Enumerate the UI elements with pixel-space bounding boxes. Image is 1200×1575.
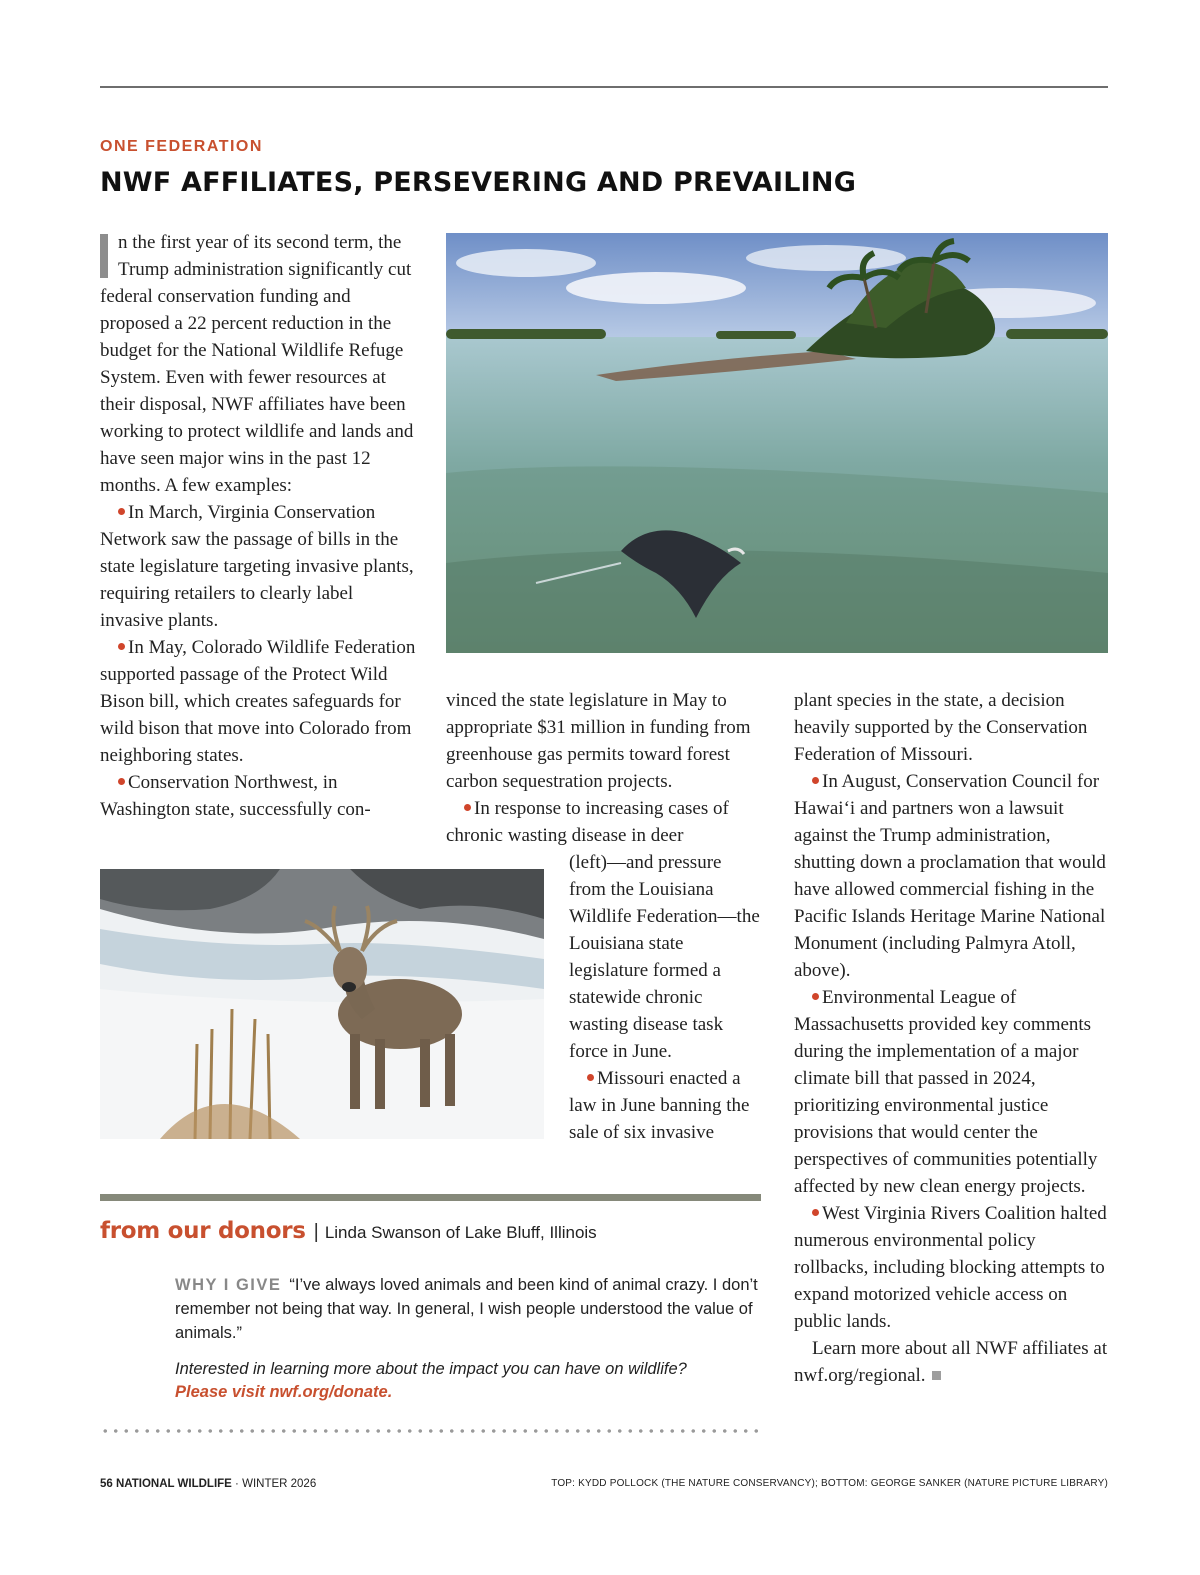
atoll-manta-photo <box>446 233 1108 653</box>
donate-link[interactable]: Please visit nwf.org/donate. <box>175 1383 393 1401</box>
article-column-3 <box>794 687 1108 1389</box>
dotted-divider <box>100 1429 760 1433</box>
bullet-icon <box>812 777 819 784</box>
bullet-icon <box>118 643 125 650</box>
bullet-icon <box>587 1074 594 1081</box>
end-mark-icon <box>932 1371 941 1380</box>
atoll-manta-illustration <box>446 233 1108 653</box>
article-column-2 <box>446 687 762 849</box>
magazine-name: NATIONAL WILDLIFE <box>116 1478 232 1490</box>
example-west-virginia: West Virginia Rivers Coalition halted numerous environmental policy rollbacks, including blocking attempts to expand motorized vehicle access on public lands. <box>794 1203 1107 1332</box>
deer-snow-illustration <box>100 869 544 1139</box>
intro-paragraph: n the first year of its second term, the Trump administration significantly cut federal conservation funding and proposed a 22 percent reduction in the budget for the National Wildlife Refuge System. Even with fewer resources at their disposal, NWF affiliates have been working to protect wildlife and lands and have seen major wins in the past 12 months. A few examples: <box>100 232 414 496</box>
donor-box-rule <box>100 1194 761 1201</box>
donor-heading <box>100 1218 597 1244</box>
bullet-icon <box>812 993 819 1000</box>
example-washington: Conservation Northwest, in Washington state, successfully con- <box>100 772 371 820</box>
donor-quote <box>175 1273 760 1345</box>
example-colorado: In May, Colorado Wildlife Federation supported passage of the Protect Wild Bison bill, which creates safeguards for wild bison that move into Colorado from neighboring states. <box>100 637 416 766</box>
page-footer <box>100 1478 316 1490</box>
top-rule <box>100 86 1108 88</box>
example-missouri-continued: plant species in the state, a decision heavily supported by the Conservation Federation of Missouri. <box>794 690 1088 765</box>
article-column-2-wrap <box>569 849 763 1146</box>
bullet-icon <box>118 778 125 785</box>
example-louisiana: In response to increasing cases of chronic wasting disease in deer <box>446 798 729 846</box>
drop-cap <box>100 234 108 278</box>
learn-more: Learn more about all NWF affiliates at nwf.org/regional. <box>794 1338 1108 1386</box>
example-louisiana-continued: (left)—and pressure from the Louisiana Wildlife Federation—the Louisiana state legislature formed a statewide chronic wasting disease task force in June. <box>569 852 760 1062</box>
issue-date: WINTER 2026 <box>242 1478 317 1490</box>
bullet-icon <box>812 1209 819 1216</box>
section-kicker: ONE FEDERATION <box>100 138 263 155</box>
why-i-give-label: WHY I GIVE <box>175 1276 282 1294</box>
article-headline: NWF AFFILIATES, PERSEVERING AND PREVAILING <box>100 167 857 198</box>
donor-name: Linda Swanson of Lake Bluff, Illinois <box>324 1223 597 1242</box>
example-washington-continued: vinced the state legislature in May to appropriate $31 million in funding from greenhouse gas permits toward forest carbon sequestration projects. <box>446 690 751 792</box>
deer-snow-photo <box>100 869 544 1139</box>
page-number: 56 <box>100 1478 113 1490</box>
example-hawaii: In August, Conservation Council for Hawai‘i and partners won a lawsuit against the Trump administration, shutting down a proclamation that would have allowed commercial fishing in the Pacific Islands Heritage Marine National Monument (including Palmyra Atoll, above). <box>794 771 1106 981</box>
example-massachusetts: Environmental League of Massachusetts provided key comments during the implementation of a major climate bill that passed in 2024, prioritizing environmental justice provisions that would center the perspectives of communities potentially affected by new clean energy projects. <box>794 987 1098 1197</box>
example-missouri: Missouri enacted a law in June banning the sale of six invasive <box>569 1068 750 1143</box>
donate-prompt <box>175 1358 735 1404</box>
donor-title: from our donors <box>100 1218 306 1244</box>
article-column-1 <box>100 229 416 823</box>
bullet-icon <box>118 508 125 515</box>
donor-quote-text: “I’ve always loved animals and been kind of animal crazy. I don’t remember not being that way. In general, I wish people understood the value of animals.” <box>175 1276 758 1342</box>
donate-prompt-text: Interested in learning more about the impact you can have on wildlife? <box>175 1360 687 1378</box>
footer-dot: · <box>235 1478 239 1490</box>
photo-credits: TOP: KYDD POLLOCK (THE NATURE CONSERVANCY); BOTTOM: GEORGE SANKER (NATURE PICTURE LIBRARY) <box>551 1478 1108 1489</box>
example-virginia: In March, Virginia Conservation Network saw the passage of bills in the state legislature targeting invasive plants, requiring retailers to clearly label invasive plants. <box>100 502 414 631</box>
bullet-icon <box>464 804 471 811</box>
donor-separator: | <box>313 1221 319 1243</box>
